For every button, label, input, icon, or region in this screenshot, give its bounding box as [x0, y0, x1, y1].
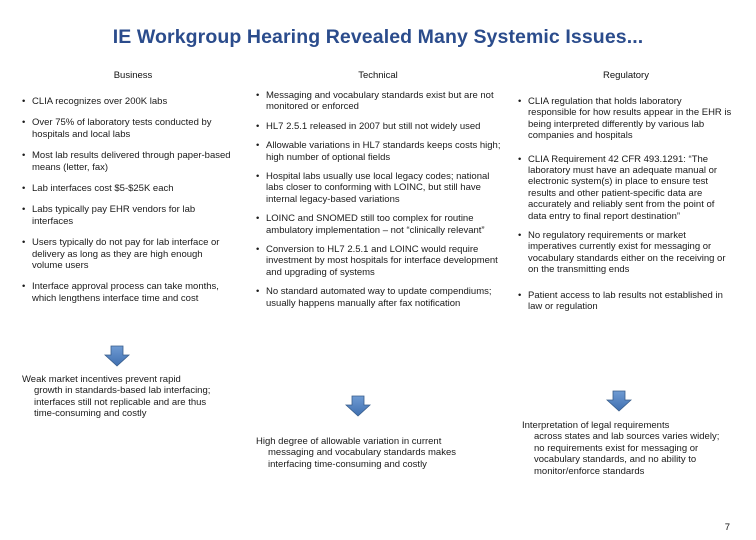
list-item: • Patient access to lab results not established in law or regulation	[518, 290, 732, 313]
list-item: • CLIA regulation that holds laboratory responsible for how results appear in the EHR is being interpreted differently by various lab companies and hospitals	[518, 96, 732, 142]
list-item: • Most lab results delivered through paper-based means (letter, fax)	[22, 150, 234, 173]
page-number: 7	[724, 522, 730, 533]
column-header-regulatory: Regulatory	[603, 70, 649, 81]
list-item: • Users typically do not pay for lab interface or delivery as long as they are high enough volume users	[22, 237, 234, 271]
business-summary-rest: growth in standards-based lab interfacing; interfaces still not replicable and are thus time-consuming and costly	[34, 385, 211, 420]
list-item: • CLIA Requirement 42 CFR 493.1291: “The laboratory must have an adequate manual or electronic system(s) in place to ensure test results and other patient-specific data are accurately and reliably sent from the point of data entry to final report destination”	[518, 154, 732, 222]
regulatory-bullet-list	[518, 96, 732, 313]
list-item: • Interface approval process can take months, which lengthens interface time and cost	[22, 281, 234, 304]
list-item: • Over 75% of laboratory tests conducted by hospitals and local labs	[22, 117, 234, 140]
technical-column	[256, 90, 504, 309]
regulatory-summary	[522, 420, 728, 477]
column-header-business: Business	[113, 70, 153, 81]
business-bullet-list	[22, 96, 234, 304]
down-arrow-icon	[345, 395, 371, 417]
business-column	[22, 96, 234, 304]
list-item: • Hospital labs usually use local legacy codes; national labs closer to conforming with LOINC, but still have internal legacy-based variations	[256, 171, 504, 205]
list-item: • Allowable variations in HL7 standards keeps costs high; high number of optional fields	[256, 140, 504, 163]
list-item: • LOINC and SNOMED still too complex for routine ambulatory implementation – not “clinically relevant”	[256, 213, 504, 236]
business-summary-lead: Weak market incentives prevent rapid	[22, 374, 181, 385]
page-title: IE Workgroup Hearing Revealed Many Systemic Issues...	[112, 26, 644, 48]
list-item: • HL7 2.5.1 released in 2007 but still not widely used	[256, 121, 504, 132]
list-item: • Lab interfaces cost $5-$25K each	[22, 183, 234, 194]
regulatory-summary-rest: across states and lab sources varies widely; no requirements exist for messaging or vocabulary standards, and no ability to monitor/enforce standards	[534, 431, 720, 477]
list-item: • No regulatory requirements or market imperatives currently exist for messaging or vocabulary standards either on the receiving or on the transmitting ends	[518, 230, 732, 276]
list-item: • Labs typically pay EHR vendors for lab interfaces	[22, 204, 234, 227]
technical-summary	[256, 436, 496, 470]
down-arrow-icon	[606, 390, 632, 412]
regulatory-summary-lead: Interpretation of legal requirements	[522, 420, 670, 431]
technical-summary-rest: messaging and vocabulary standards makes interfacing time-consuming and costly	[268, 447, 456, 470]
regulatory-column	[518, 96, 732, 313]
technical-bullet-list	[256, 90, 504, 309]
business-summary	[22, 374, 218, 420]
technical-summary-lead: High degree of allowable variation in current	[256, 436, 442, 447]
list-item: • Messaging and vocabulary standards exist but are not monitored or enforced	[256, 90, 504, 113]
down-arrow-icon	[104, 345, 130, 367]
column-header-technical: Technical	[358, 70, 398, 81]
list-item: • Conversion to HL7 2.5.1 and LOINC would require investment by most hospitals for interface development and upgrading of systems	[256, 244, 504, 278]
list-item: • CLIA recognizes over 200K labs	[22, 96, 234, 107]
list-item: • No standard automated way to update compendiums; usually happens manually after fax notification	[256, 286, 504, 309]
